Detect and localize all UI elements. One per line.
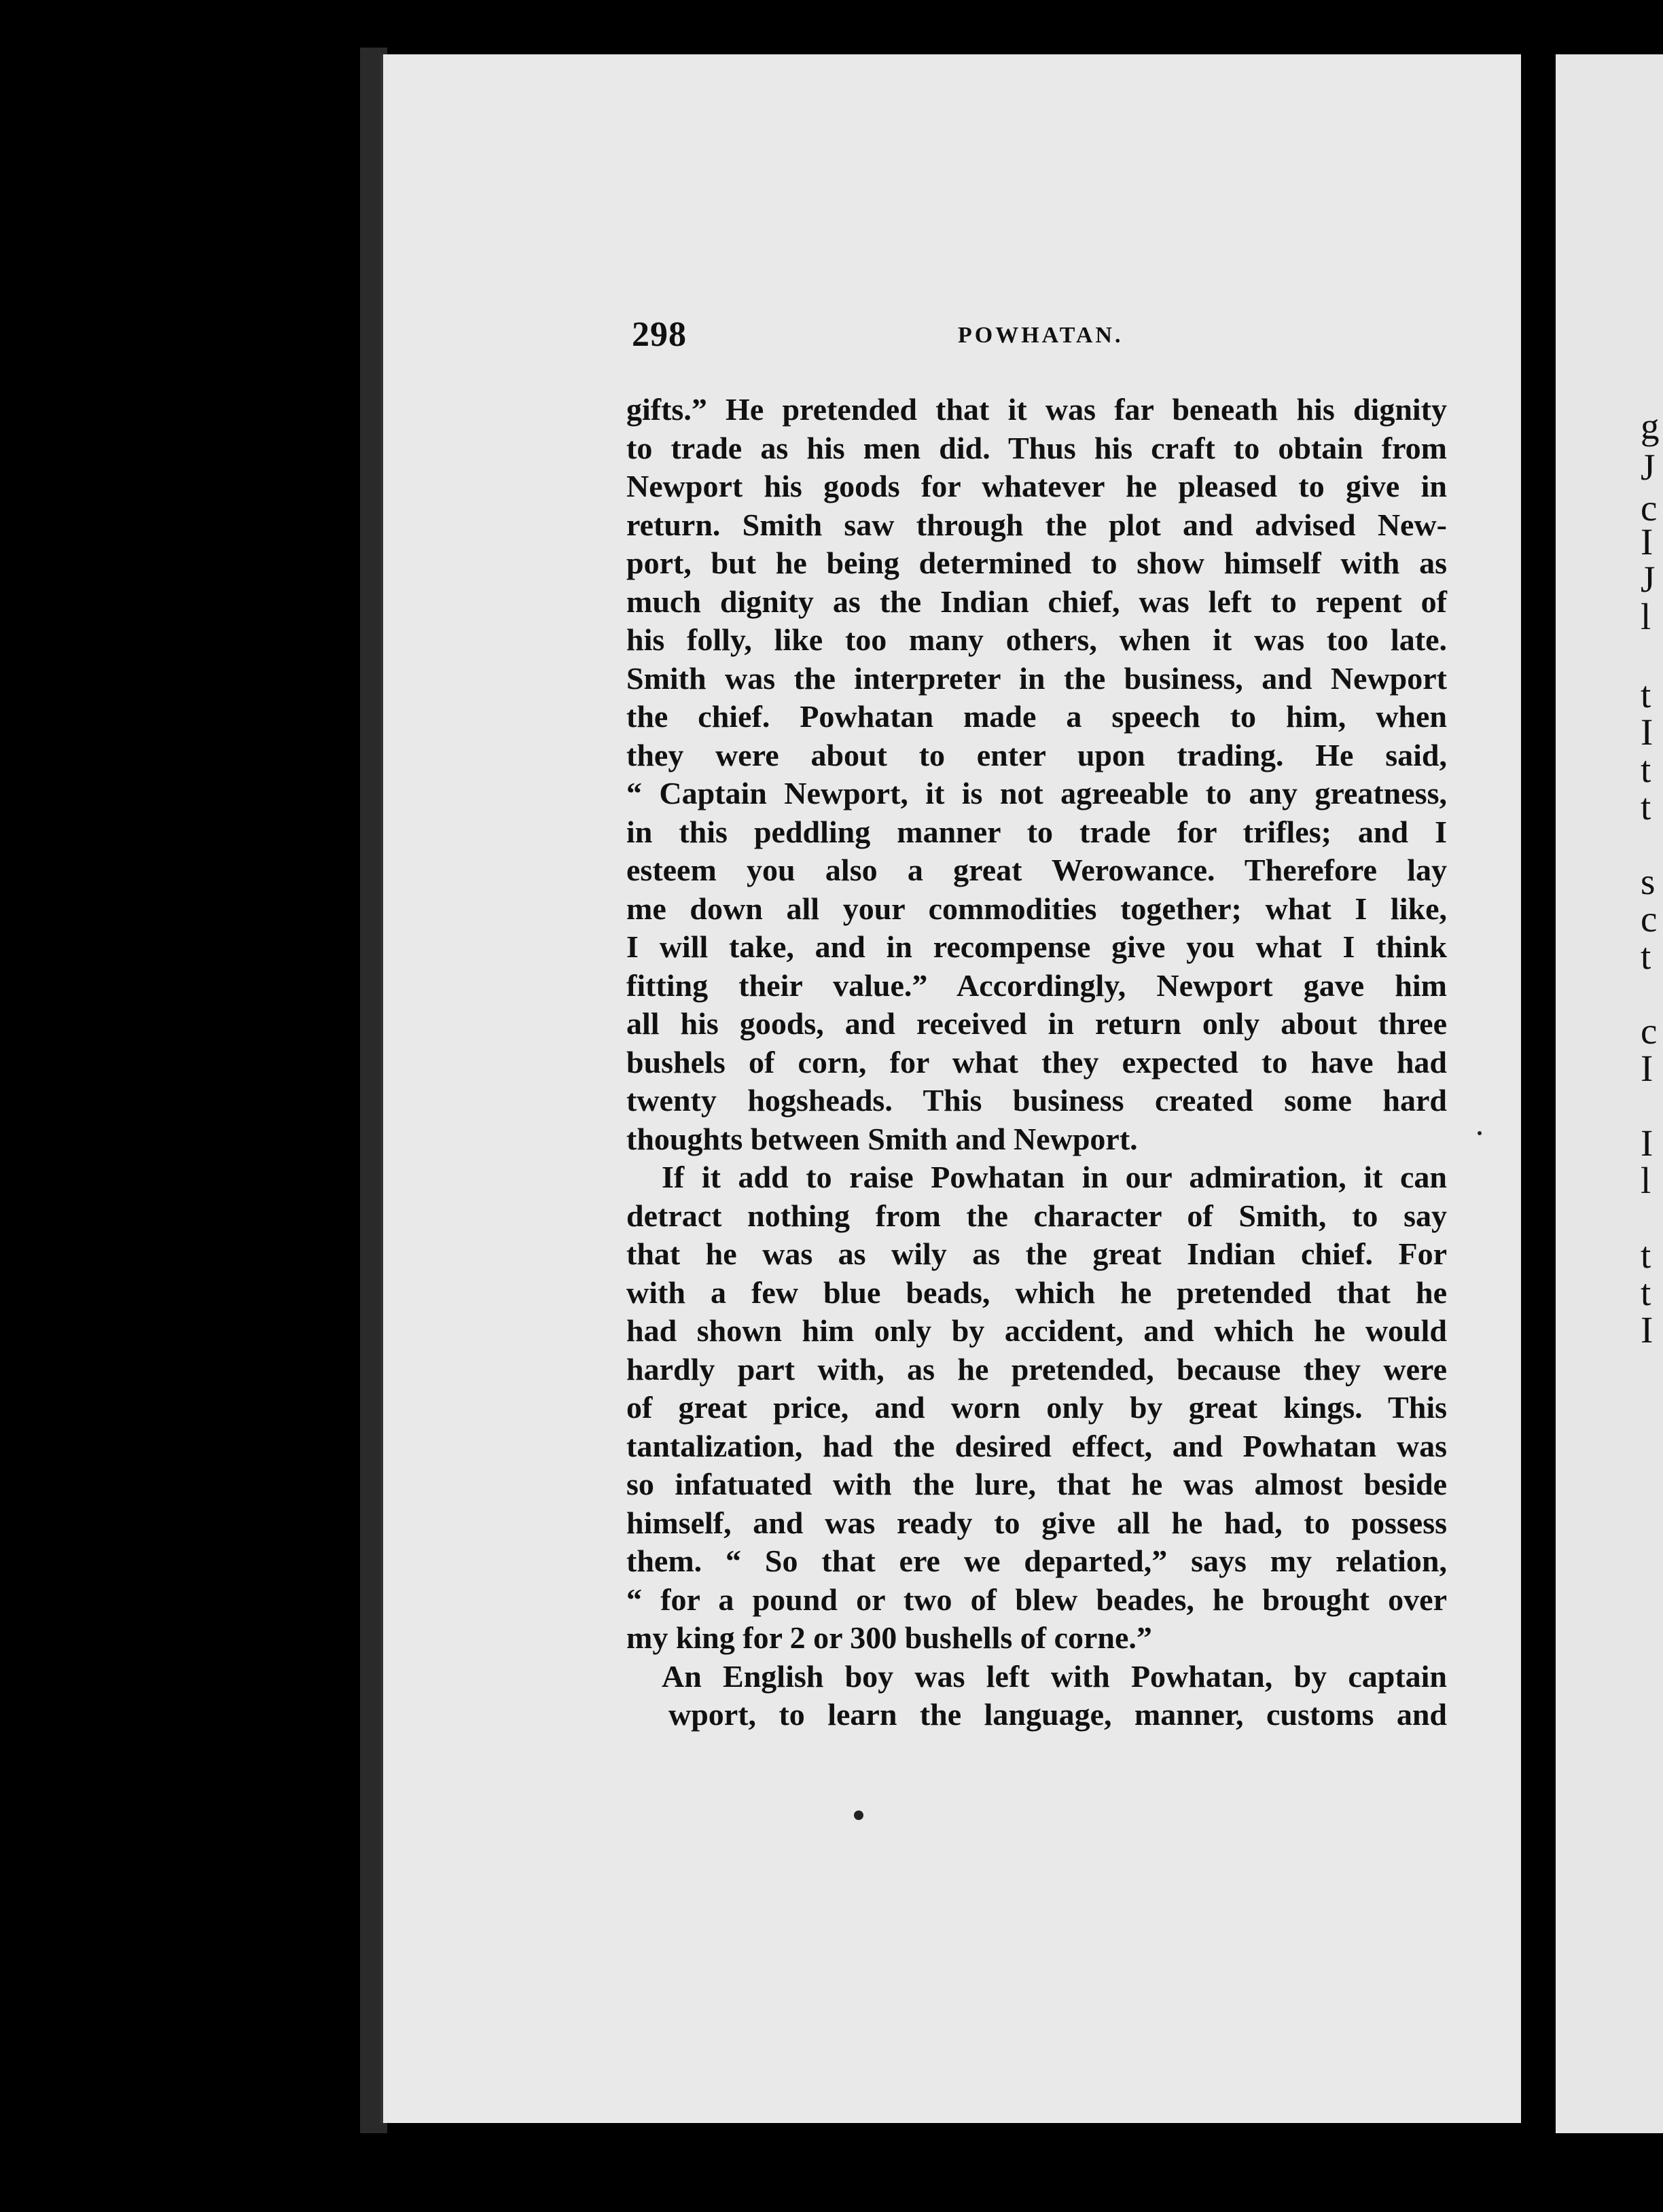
text-line: I will take, and in recompense give you what I think	[626, 929, 1447, 964]
text-line: gifts.” He pretended that it was far beneath his dignity	[626, 392, 1447, 427]
text-line: they were about to enter upon trading. He said,	[626, 737, 1447, 772]
text-line: “ for a pound or two of blew beades, he brought over	[626, 1582, 1447, 1617]
next-page-fragment: t	[1641, 935, 1651, 977]
next-page-fragment: t	[1641, 674, 1651, 715]
text-line: that he was as wily as the great Indian chief. For	[626, 1236, 1447, 1271]
next-page-edge	[1556, 54, 1663, 2133]
text-line: wport, to learn the language, manner, customs and	[668, 1697, 1447, 1732]
text-line: the chief. Powhatan made a speech to him, when	[626, 699, 1447, 734]
text-line: hardly part with, as he pretended, because they were	[626, 1351, 1447, 1387]
next-page-fragment: I	[1641, 1309, 1653, 1351]
next-page-fragment: l	[1641, 1160, 1651, 1201]
next-page-fragment: J	[1641, 558, 1656, 600]
next-page-fragment: J	[1641, 446, 1656, 488]
next-page-fragment: t	[1641, 749, 1651, 790]
text-line: detract nothing from the character of Smith, to say	[626, 1198, 1447, 1233]
body-text	[626, 391, 1447, 1734]
text-line: tantalization, had the desired effect, and Powhatan was	[626, 1428, 1447, 1463]
next-page-fragment: t	[1641, 786, 1651, 827]
text-line: Newport his goods for whatever he pleased to give in	[626, 469, 1447, 503]
next-page-fragment: c	[1641, 898, 1658, 940]
text-line: had shown him only by accident, and which he would	[626, 1313, 1447, 1348]
next-page-fragment: s	[1641, 861, 1656, 902]
text-line: much dignity as the Indian chief, was left to repent of	[626, 584, 1447, 619]
paragraph	[626, 1158, 1447, 1658]
ink-speck	[1478, 1131, 1482, 1135]
text-line: esteem you also a great Werowance. Therefore lay	[626, 853, 1447, 887]
next-page-fragment: I	[1641, 521, 1653, 563]
text-line: in this peddling manner to trade for trifles; and I	[626, 814, 1447, 849]
text-line: If it add to raise Powhatan in our admiration, it can	[662, 1160, 1447, 1194]
next-page-fragment: c	[1641, 487, 1658, 529]
next-page-fragment: t	[1641, 1234, 1651, 1276]
text-line: return. Smith saw through the plot and advised New-	[626, 507, 1447, 542]
ink-speck	[854, 1810, 863, 1820]
text-line: all his goods, and received in return only about three	[626, 1006, 1447, 1041]
next-page-fragment: l	[1641, 596, 1651, 637]
text-line: “ Captain Newport, it is not agreeable to any greatness,	[626, 776, 1447, 810]
text-line: Smith was the interpreter in the business, and Newport	[626, 660, 1447, 696]
text-line: himself, and was ready to give all he had, to possess	[626, 1505, 1447, 1540]
text-line: his folly, like too many others, when it was too late.	[626, 622, 1447, 657]
running-title: POWHATAN.	[958, 323, 1124, 348]
running-header	[632, 315, 1447, 369]
text-line: with a few blue beads, which he pretended that he	[626, 1274, 1447, 1310]
text-line: fitting their value.” Accordingly, Newport gave him	[626, 967, 1447, 1003]
paragraph	[626, 391, 1447, 1158]
next-page-fragment: I	[1641, 1122, 1653, 1164]
text-line: of great price, and worn only by great kings. This	[626, 1390, 1447, 1425]
next-page-fragment: g	[1641, 406, 1660, 447]
text-line: to trade as his men did. Thus his craft to obtain from	[626, 430, 1447, 465]
next-page-fragment: c	[1641, 1010, 1658, 1052]
text-line: port, but he being determined to show himself with as	[626, 546, 1447, 580]
text-line: An English boy was left with Powhatan, by captain	[662, 1658, 1447, 1694]
next-page-fragment: I	[1641, 1048, 1653, 1089]
text-line: me down all your commodities together; what I like,	[626, 891, 1447, 926]
text-line: twenty hogsheads. This business created some hard	[626, 1083, 1447, 1118]
text-line: bushels of corn, for what they expected to have had	[626, 1044, 1447, 1080]
next-page-fragment: I	[1641, 711, 1653, 753]
page-number: 298	[632, 315, 687, 354]
text-line: my king for 2 or 300 bushells of corne.”	[626, 1620, 1152, 1655]
paragraph	[626, 1658, 1447, 1734]
text-line: them. “ So that ere we departed,” says my relation,	[626, 1544, 1447, 1578]
text-line: thoughts between Smith and Newport.	[626, 1121, 1138, 1156]
text-line: so infatuated with the lure, that he was almost beside	[626, 1467, 1447, 1501]
next-page-fragment: t	[1641, 1272, 1651, 1313]
